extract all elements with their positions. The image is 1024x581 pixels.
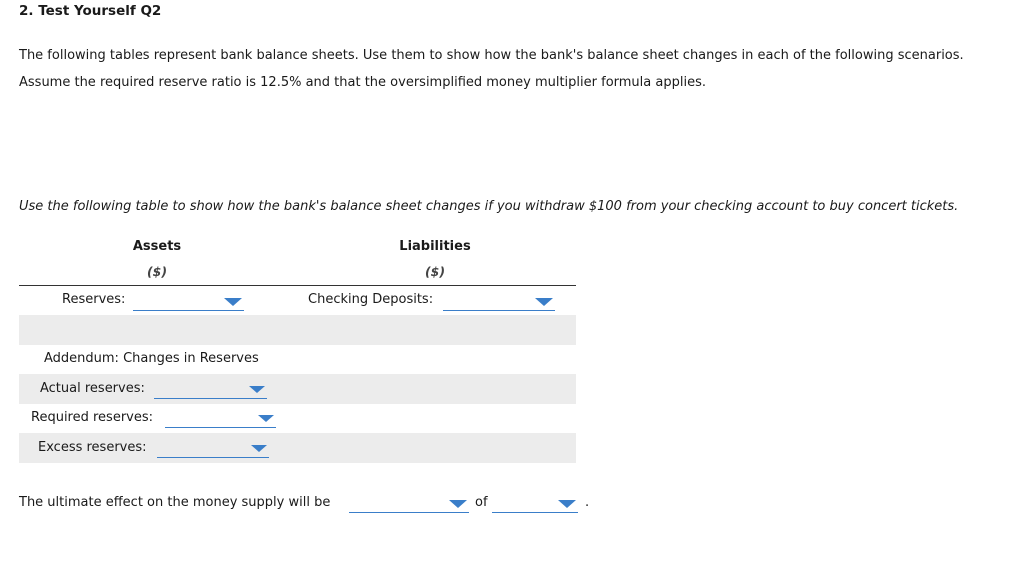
- conclusion-period: .: [585, 495, 590, 510]
- checking-deposits-label: Checking Deposits:: [308, 292, 434, 307]
- actual-reserves-label: Actual reserves:: [40, 381, 145, 396]
- actual-reserves-dropdown[interactable]: [154, 380, 267, 399]
- money-supply-effect-dropdown[interactable]: [349, 494, 469, 513]
- table-spacer-row: [19, 315, 576, 345]
- chevron-down-icon: [449, 500, 467, 508]
- reserves-dropdown[interactable]: [133, 292, 244, 311]
- conclusion-of: of: [475, 495, 488, 510]
- required-reserves-label: Required reserves:: [31, 410, 154, 425]
- assets-unit: ($): [146, 264, 168, 279]
- conclusion-text: The ultimate effect on the money supply will be: [19, 495, 331, 510]
- table-divider: [19, 285, 576, 286]
- addendum-title: Addendum: Changes in Reserves: [44, 351, 259, 366]
- chevron-down-icon: [249, 386, 265, 393]
- checking-deposits-dropdown[interactable]: [443, 292, 555, 311]
- intro-line-2: Assume the required reserve ratio is 12.5% and that the oversimplified money multiplier formula applies.: [19, 75, 706, 90]
- assets-heading: Assets: [132, 239, 182, 254]
- chevron-down-icon: [251, 445, 267, 452]
- liabilities-unit: ($): [424, 264, 446, 279]
- question-title: 2. Test Yourself Q2: [19, 3, 162, 19]
- chevron-down-icon: [558, 500, 576, 508]
- excess-reserves-dropdown[interactable]: [157, 439, 269, 458]
- chevron-down-icon: [224, 298, 242, 306]
- instruction-text: Use the following table to show how the bank's balance sheet changes if you withdraw $100 from your checking account to buy concert tickets.: [19, 199, 959, 214]
- required-reserves-dropdown[interactable]: [165, 409, 276, 428]
- chevron-down-icon: [258, 415, 274, 422]
- liabilities-heading: Liabilities: [399, 239, 471, 254]
- chevron-down-icon: [535, 298, 553, 306]
- reserves-label: Reserves:: [62, 292, 126, 307]
- intro-line-1: The following tables represent bank balance sheets. Use them to show how the bank's balance sheet changes in each of the following scenarios.: [19, 48, 964, 63]
- money-supply-amount-dropdown[interactable]: [492, 494, 578, 513]
- excess-reserves-label: Excess reserves:: [38, 440, 147, 455]
